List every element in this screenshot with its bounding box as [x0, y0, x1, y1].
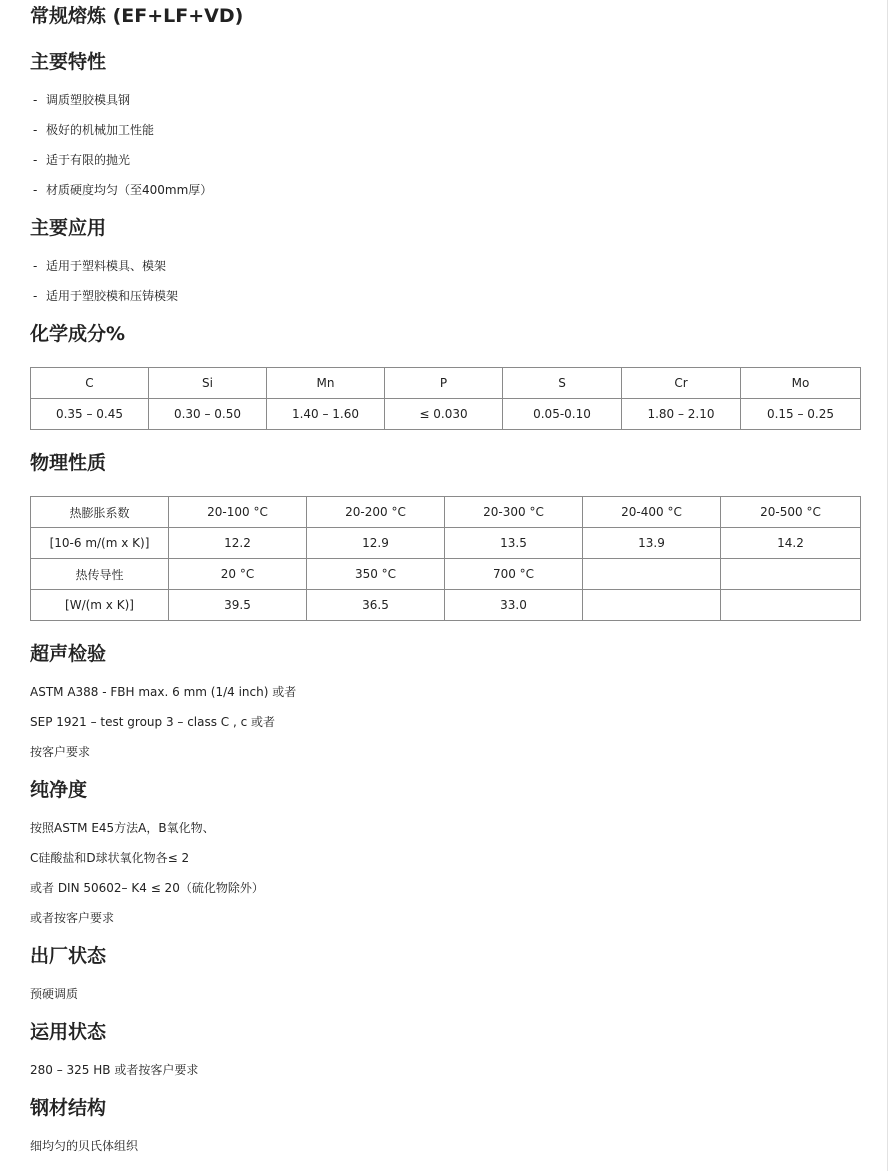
table-cell — [721, 590, 861, 621]
table-row — [31, 497, 861, 528]
table-cell: S — [503, 368, 622, 399]
table-cell: C — [31, 368, 149, 399]
cleanliness-line: 或者按客户要求 — [30, 911, 115, 925]
table-cell: 0.15 – 0.25 — [741, 399, 861, 430]
table-cell: 1.40 – 1.60 — [267, 399, 385, 430]
table-cell: Mo — [741, 368, 861, 399]
table-cell: 0.30 – 0.50 — [149, 399, 267, 430]
table-cell: 0.35 – 0.45 — [31, 399, 149, 430]
table-cell: 0.05-0.10 — [503, 399, 622, 430]
table-cell: 13.9 — [583, 528, 721, 559]
table-cell: [W/(m x K)] — [31, 590, 169, 621]
table-cell: 13.5 — [445, 528, 583, 559]
table-cell: 12.9 — [307, 528, 445, 559]
application-item: - 适用于塑胶模和压铸模架 — [33, 289, 179, 303]
table-cell: 20-400 °C — [583, 497, 721, 528]
table-cell: 36.5 — [307, 590, 445, 621]
cleanliness-heading: 纯净度 — [30, 779, 88, 801]
physical-heading: 物理性质 — [30, 452, 107, 474]
cleanliness-line: 或者 DIN 50602– K4 ≤ 20（硫化物除外） — [30, 881, 264, 895]
feature-item: - 极好的机械加工性能 — [33, 123, 155, 137]
table-cell: 14.2 — [721, 528, 861, 559]
chemistry-value-row — [31, 399, 861, 430]
table-cell: 20-500 °C — [721, 497, 861, 528]
feature-item: - 调质塑胶模具钢 — [33, 93, 131, 107]
table-cell: 20-100 °C — [169, 497, 307, 528]
table-cell: 350 °C — [307, 559, 445, 590]
ultrasonic-line: SEP 1921 – test group 3 – class C , c 或者 — [30, 715, 276, 729]
table-row — [31, 528, 861, 559]
ultrasonic-line: 按客户要求 — [30, 745, 91, 759]
feature-item: - 适于有限的抛光 — [33, 153, 131, 167]
ultrasonic-line: ASTM A388 - FBH max. 6 mm (1/4 inch) 或者 — [30, 685, 297, 699]
delivery-line: 预硬调质 — [30, 987, 79, 1001]
table-cell: 1.80 – 2.10 — [622, 399, 741, 430]
cleanliness-line: C硅酸盐和D球状氧化物各≤ 2 — [30, 851, 190, 865]
cleanliness-line: 按照ASTM E45方法A，B氧化物、 — [30, 821, 215, 835]
table-cell: 20 °C — [169, 559, 307, 590]
table-cell: 700 °C — [445, 559, 583, 590]
features-heading: 主要特性 — [30, 51, 107, 73]
delivery-heading: 出厂状态 — [30, 945, 107, 967]
table-cell: 12.2 — [169, 528, 307, 559]
table-cell: 热膨胀系数 — [31, 497, 169, 528]
table-cell: 20-200 °C — [307, 497, 445, 528]
document-title: 常规熔炼 (EF+LF+VD) — [30, 5, 244, 27]
chemistry-heading: 化学成分% — [30, 323, 126, 345]
ultrasonic-heading: 超声检验 — [30, 643, 107, 665]
application-item: - 适用于塑料模具、模架 — [33, 259, 167, 273]
table-cell: 热传导性 — [31, 559, 169, 590]
table-cell — [721, 559, 861, 590]
applications-heading: 主要应用 — [30, 217, 107, 239]
table-cell: P — [385, 368, 503, 399]
feature-item: - 材质硬度均匀（至400mm厚） — [33, 183, 213, 197]
table-cell: Cr — [622, 368, 741, 399]
table-row — [31, 559, 861, 590]
table-cell: 33.0 — [445, 590, 583, 621]
table-cell — [583, 559, 721, 590]
table-cell: [10-6 m/(m x K)] — [31, 528, 169, 559]
table-cell: 20-300 °C — [445, 497, 583, 528]
table-cell: Mn — [267, 368, 385, 399]
table-row — [31, 590, 861, 621]
structure-line: 细均匀的贝氏体组织 — [30, 1139, 139, 1153]
structure-heading: 钢材结构 — [30, 1097, 107, 1119]
chemistry-table — [30, 367, 861, 430]
physical-table — [30, 496, 861, 621]
chemistry-header-row — [31, 368, 861, 399]
service-line: 280 – 325 HB 或者按客户要求 — [30, 1063, 199, 1077]
table-cell: 39.5 — [169, 590, 307, 621]
table-cell — [583, 590, 721, 621]
table-cell: ≤ 0.030 — [385, 399, 503, 430]
service-heading: 运用状态 — [30, 1021, 107, 1043]
table-cell: Si — [149, 368, 267, 399]
